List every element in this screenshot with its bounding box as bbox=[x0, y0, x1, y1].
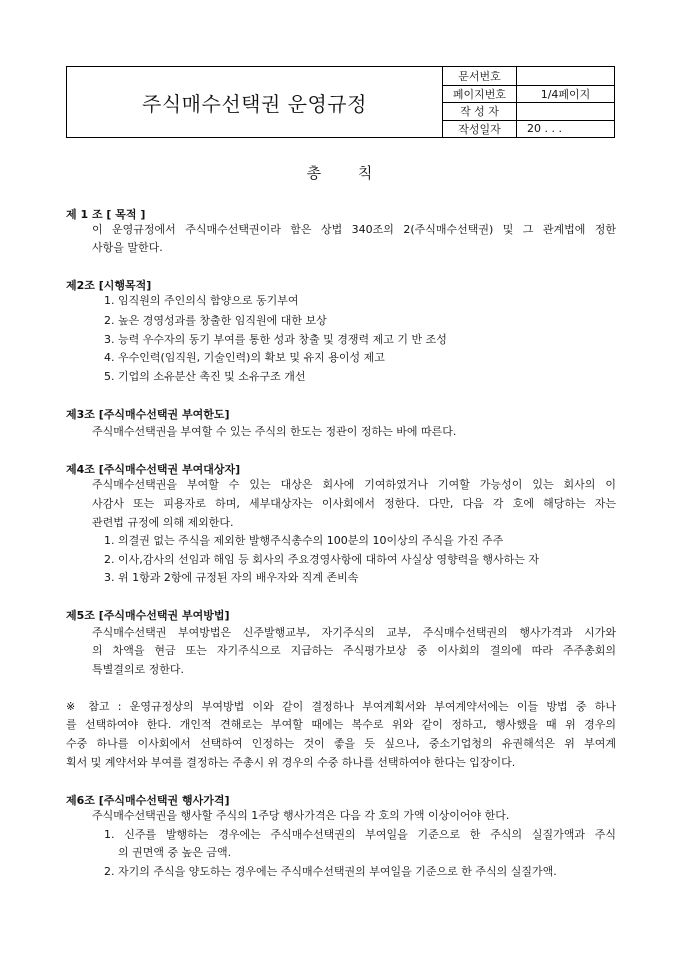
article-2-item: 1. 임직원의 주인의식 함양으로 동기부여 bbox=[104, 294, 299, 307]
section-title: 총 칙 bbox=[306, 164, 374, 182]
meta-label: 페이지번호 bbox=[443, 86, 517, 103]
meta-value bbox=[517, 103, 614, 120]
meta-row-page-number bbox=[443, 85, 614, 103]
document-meta-grid bbox=[443, 67, 614, 137]
meta-value bbox=[517, 67, 614, 85]
note-line: 수중 하나를 이사회에서 선택하여 인정하는 것이 좋을 듯 싶으나, 중소기업청의 유권해석은 위 부여계 bbox=[66, 737, 616, 750]
meta-row-author bbox=[443, 102, 614, 120]
article-4-item: 3. 위 1항과 2항에 규정된 자의 배우자와 직계 존비속 bbox=[104, 571, 359, 584]
article-1-line: 이 운영규정에서 주식매수선택권이라 함은 상법 340조의 2(주식매수선택권) 및 그 관계법에 정한 bbox=[92, 223, 616, 236]
article-6-line: 주식매수선택권을 행사할 주식의 1주당 행사가격은 다음 각 호의 가액 이상이어야 한다. bbox=[92, 809, 510, 822]
article-3-heading: 제3조 [주식매수선택권 부여한도] bbox=[66, 408, 230, 421]
meta-value: 1/4페이지 bbox=[540, 87, 591, 101]
note-line: 획서 및 계약서와 부여를 결정하는 주총시 위 경우의 수중 하나를 선택하여야 한다는 입장이다. bbox=[66, 756, 516, 769]
article-2-item: 4. 우수인력(임직원, 기술인력)의 확보 및 유지 용이성 제고 bbox=[104, 351, 385, 364]
meta-label: 문서번호 bbox=[443, 67, 517, 85]
article-6-item: 2. 자기의 주식을 양도하는 경우에는 주식매수선택권의 부여일을 기준으로 한 주식의 실질가액. bbox=[104, 865, 557, 878]
meta-value: 20 . . . bbox=[527, 122, 562, 136]
document-title: 주식매수선택권 운영규정 bbox=[67, 67, 443, 137]
article-5-line: 주식매수선택권 부여방법은 신주발행교부, 자기주식의 교부, 주식매수선택권의 행사가격과 시가와 bbox=[92, 626, 616, 639]
meta-label: 작성일자 bbox=[443, 121, 517, 138]
article-3-line: 주식매수선택권을 부여할 수 있는 주식의 한도는 정관이 정하는 바에 따른다. bbox=[92, 425, 457, 438]
article-5-line: 의 차액을 현금 또는 자기주식으로 지급하는 주식평가보상 중 이사회의 결의에 따라 주주총회의 bbox=[92, 644, 616, 657]
article-4-heading: 제4조 [주식매수선택권 부여대상자] bbox=[66, 463, 241, 476]
article-1-heading: 제 1 조 [ 목적 ] bbox=[66, 208, 146, 221]
meta-label: 작 성 자 bbox=[443, 103, 517, 120]
article-2-item: 3. 능력 우수자의 동기 부여를 통한 성과 창출 및 경쟁력 제고 기 반 조성 bbox=[104, 333, 447, 346]
article-4-line: 주식매수선택권을 부여할 수 있는 대상은 회사에 기여하였거나 기여할 가능성이 있는 회사의 이 bbox=[92, 478, 616, 491]
document-header-table bbox=[66, 66, 615, 138]
article-5-heading: 제5조 [주식매수선택권 부여방법] bbox=[66, 609, 230, 622]
note-line: 를 선택하여야 한다. 개인적 견해로는 부여할 때에는 복수로 위와 같이 정하고, 행사했을 때 위 경우의 bbox=[66, 718, 616, 731]
article-4-line: 사감사 또는 피용자로 하며, 세부대상자는 이사회에서 정한다. 다만, 다음 각 호에 해당하는 자는 bbox=[92, 497, 616, 510]
article-4-item: 2. 이사,감사의 선임과 해임 등 회사의 주요경영사항에 대하여 사실상 영향력을 행사하는 자 bbox=[104, 553, 539, 566]
article-6-heading: 제6조 [주식매수선택권 행사가격] bbox=[66, 794, 230, 807]
article-2-heading: 제2조 [시행목적] bbox=[66, 279, 152, 292]
article-1-line: 사항을 말한다. bbox=[92, 241, 163, 254]
article-2-item: 5. 기업의 소유분산 촉진 및 소유구조 개선 bbox=[104, 370, 306, 383]
meta-row-doc-number bbox=[443, 67, 614, 85]
article-5-line: 특별결의로 정한다. bbox=[92, 663, 185, 676]
article-6-item: 1. 신주를 발행하는 경우에는 주식매수선택권의 부여일을 기준으로 한 주식의 실질가액과 주식 bbox=[104, 828, 616, 841]
article-2-item: 2. 높은 경영성과를 창출한 임직원에 대한 보상 bbox=[104, 314, 327, 327]
meta-row-date bbox=[443, 120, 614, 138]
article-4-item: 1. 의결권 없는 주식을 제외한 발행주식총수의 100분의 10이상의 주식을 가진 주주 bbox=[104, 534, 504, 547]
article-6-item: 의 권면액 중 높은 금액. bbox=[118, 846, 232, 859]
note-line: ※ 참고 : 운영규정상의 부여방법 이와 같이 결정하나 부여계획서와 부여계약서에는 이들 방법 중 하나 bbox=[66, 700, 616, 713]
article-4-line: 관련법 규정에 의해 제외한다. bbox=[92, 516, 234, 529]
